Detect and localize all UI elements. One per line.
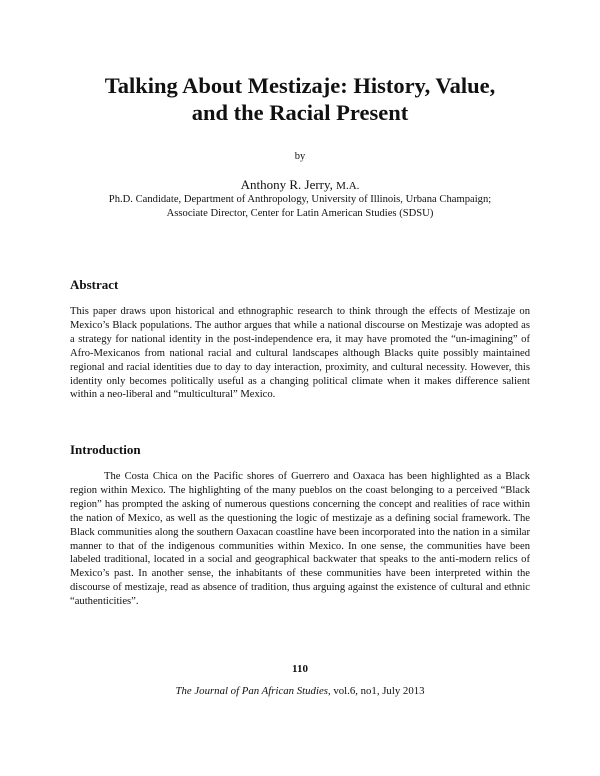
title-line-1: Talking About Mestizaje: History, Value, (104, 73, 496, 98)
abstract-heading: Abstract (70, 277, 119, 292)
author-degree: M.A. (336, 180, 360, 192)
introduction-heading: Introduction (70, 442, 141, 457)
author (0, 177, 600, 193)
affiliation-line-2: Associate Director, Center for Latin American Studies (SDSU) (166, 207, 434, 219)
journal-footer (0, 685, 600, 697)
journal-name: The Journal of Pan African Studies (175, 685, 328, 697)
paper-title (40, 72, 560, 126)
byline: by (294, 151, 306, 162)
author-affiliation (0, 193, 600, 220)
journal-issue: , vol.6, no1, July 2013 (327, 685, 425, 697)
title-line-2: and the Racial Present (191, 100, 409, 125)
affiliation-line-1: Ph.D. Candidate, Department of Anthropology, University of Illinois, Urbana Champaign; (108, 194, 492, 205)
author-name: Anthony R. Jerry, (240, 177, 333, 192)
page-number: 110 (292, 663, 308, 675)
introduction-text: The Costa Chica on the Pacific shores of Guerrero and Oaxaca has been highlighted as a Black region within Mexico. The highlighting of the many pueblos on the coast belonging to a perceived “Black region” has prompted the asking of numerous questions concerning the concept and realities of race within the nation of Mexico, as well as the questioning the logic of mestizaje as a defining social framework. The Black communities along the southern Oaxacan coastline have been incorporated into the nation in a similar manner to that of the indigenous communities within Mexico. In one sense, the communities have been labeled traditional, located in a social and geographical backwater that speaks to the anti-modern relics of Mexico’s past. In another sense, the inhabitants of these communities have been interpreted within the discourse of mestizaje, read as absence of tradition, thus arguing against the existence of cultural and ethnic “authenticities”. (70, 471, 530, 608)
abstract-text: This paper draws upon historical and ethnographic research to think through the effects of Mestizaje on Mexico’s Black populations. The author argues that while a national discourse on Mestizaje was adopted as a strategy for national identity in the post-independence era, it may have promoted the “un-imagining” of Afro-Mexicanos from national racial and cultural landscapes although Blacks quite possibly maintained regional and racial identities due to day to day interaction, proximity, and cultural necessity. However, this identity only becomes politically useful as a changing political climate when it makes difference salient within a neo-liberal and “multicultural” Mexico. (70, 306, 530, 401)
